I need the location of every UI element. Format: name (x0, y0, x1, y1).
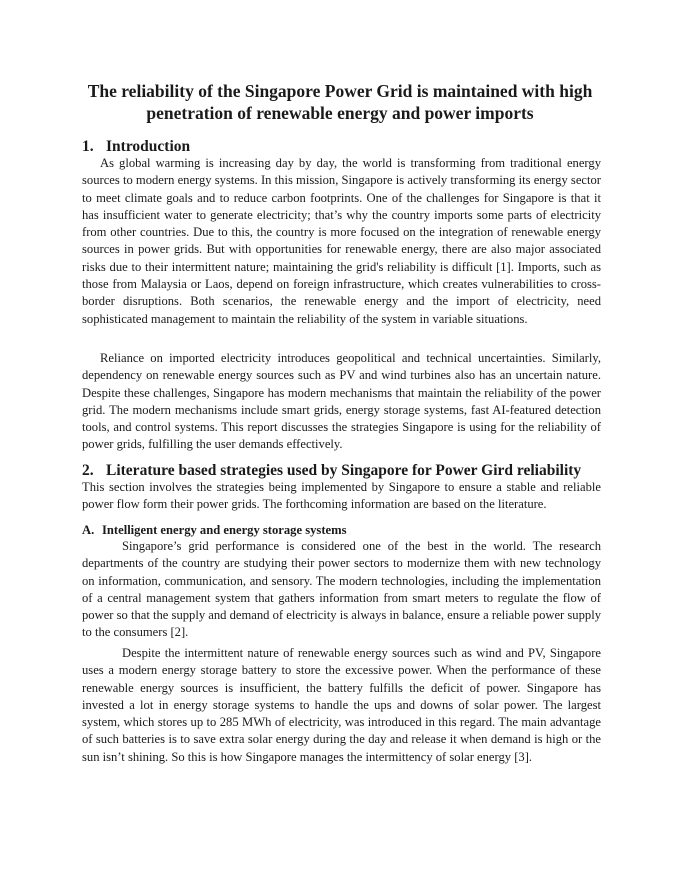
subsection-heading-intelligent-energy (82, 522, 602, 538)
paragraph: Despite the intermittent nature of renewable energy sources such as wind and PV, Singapore uses a modern energy storage battery to store the excessive power. When the performance of these renewable energy sources is insufficient, the battery fulfills the deficit of power. Singapore has invested a lot in energy storage systems to handle the ups and downs of solar power. The largest system, which stores up to 285 MWh of electricity, was introduced in this regard. The main advantage of such batteries is to save extra solar energy during the day and release it when demand is high or the sun isn’t shining. So this is how Singapore manages the intermittency of solar energy [3]. (82, 646, 601, 764)
section-heading-introduction (82, 138, 602, 156)
document-title: The reliability of the Singapore Power Grid is maintained with high penetration of renewable energy and power imports (87, 81, 593, 123)
section-number: 2. (82, 462, 94, 479)
section-heading-literature-strategies (82, 462, 602, 480)
subsection-title: Intelligent energy and energy storage systems (102, 523, 347, 537)
section-title: Literature based strategies used by Singapore for Power Gird reliability (106, 462, 582, 479)
section-number: 1. (82, 138, 94, 155)
paragraph: Reliance on imported electricity introduces geopolitical and technical uncertainties. Similarly, dependency on renewable energy sources such as PV and wind turbines also has an uncertain nature. Despite these challenges, Singapore has modern mechanisms that maintain the reliability of the power grid. The modern mechanisms include smart grids, energy storage systems, fast AI-featured detection tools, and control systems. This report discusses the strategies Singapore is using for the reliability of power grids, fulfilling the user demands effectively. (82, 351, 601, 452)
subsection-letter: A. (82, 523, 95, 537)
section-intro-paragraph: This section involves the strategies being implemented by Singapore to ensure a stable and reliable power flow form their power grids. The forthcoming information are based on the literature. (82, 480, 601, 512)
section-title: Introduction (106, 138, 191, 155)
paragraph: As global warming is increasing day by day, the world is transforming from traditional energy sources to modern energy systems. In this mission, Singapore is actively transforming its energy sector to meet climate goals and to reduce carbon footprints. One of the challenges for Singapore is that it has insufficient water to generate electricity; that’s why the country imports some parts of electricity from other countries. Due to this, the country is more focused on the integration of renewable energy sources in power grids. But with opportunities for renewable energy, there are also major associated risks due to their intermittent nature; maintaining the grid's reliability is difficult [1]. Imports, such as those from Malaysia or Laos, depend on foreign infrastructure, which creates vulnerabilities to cross-border disruptions. Both scenarios, the renewable energy and the import of electricity, need sophisticated management to maintain the reliability of the system in variable situations. (82, 156, 601, 326)
paragraph: Singapore’s grid performance is considered one of the best in the world. The research departments of the country are studying their power sectors to modernize them with new technology on information, communication, and sensory. The modern technologies, including the implementation of a central management system that gathers information from smart meters to regulate the flow of power so that the supply and demand of electricity is always in balance, ensure a reliable power supply to the consumers [2]. (82, 539, 601, 640)
